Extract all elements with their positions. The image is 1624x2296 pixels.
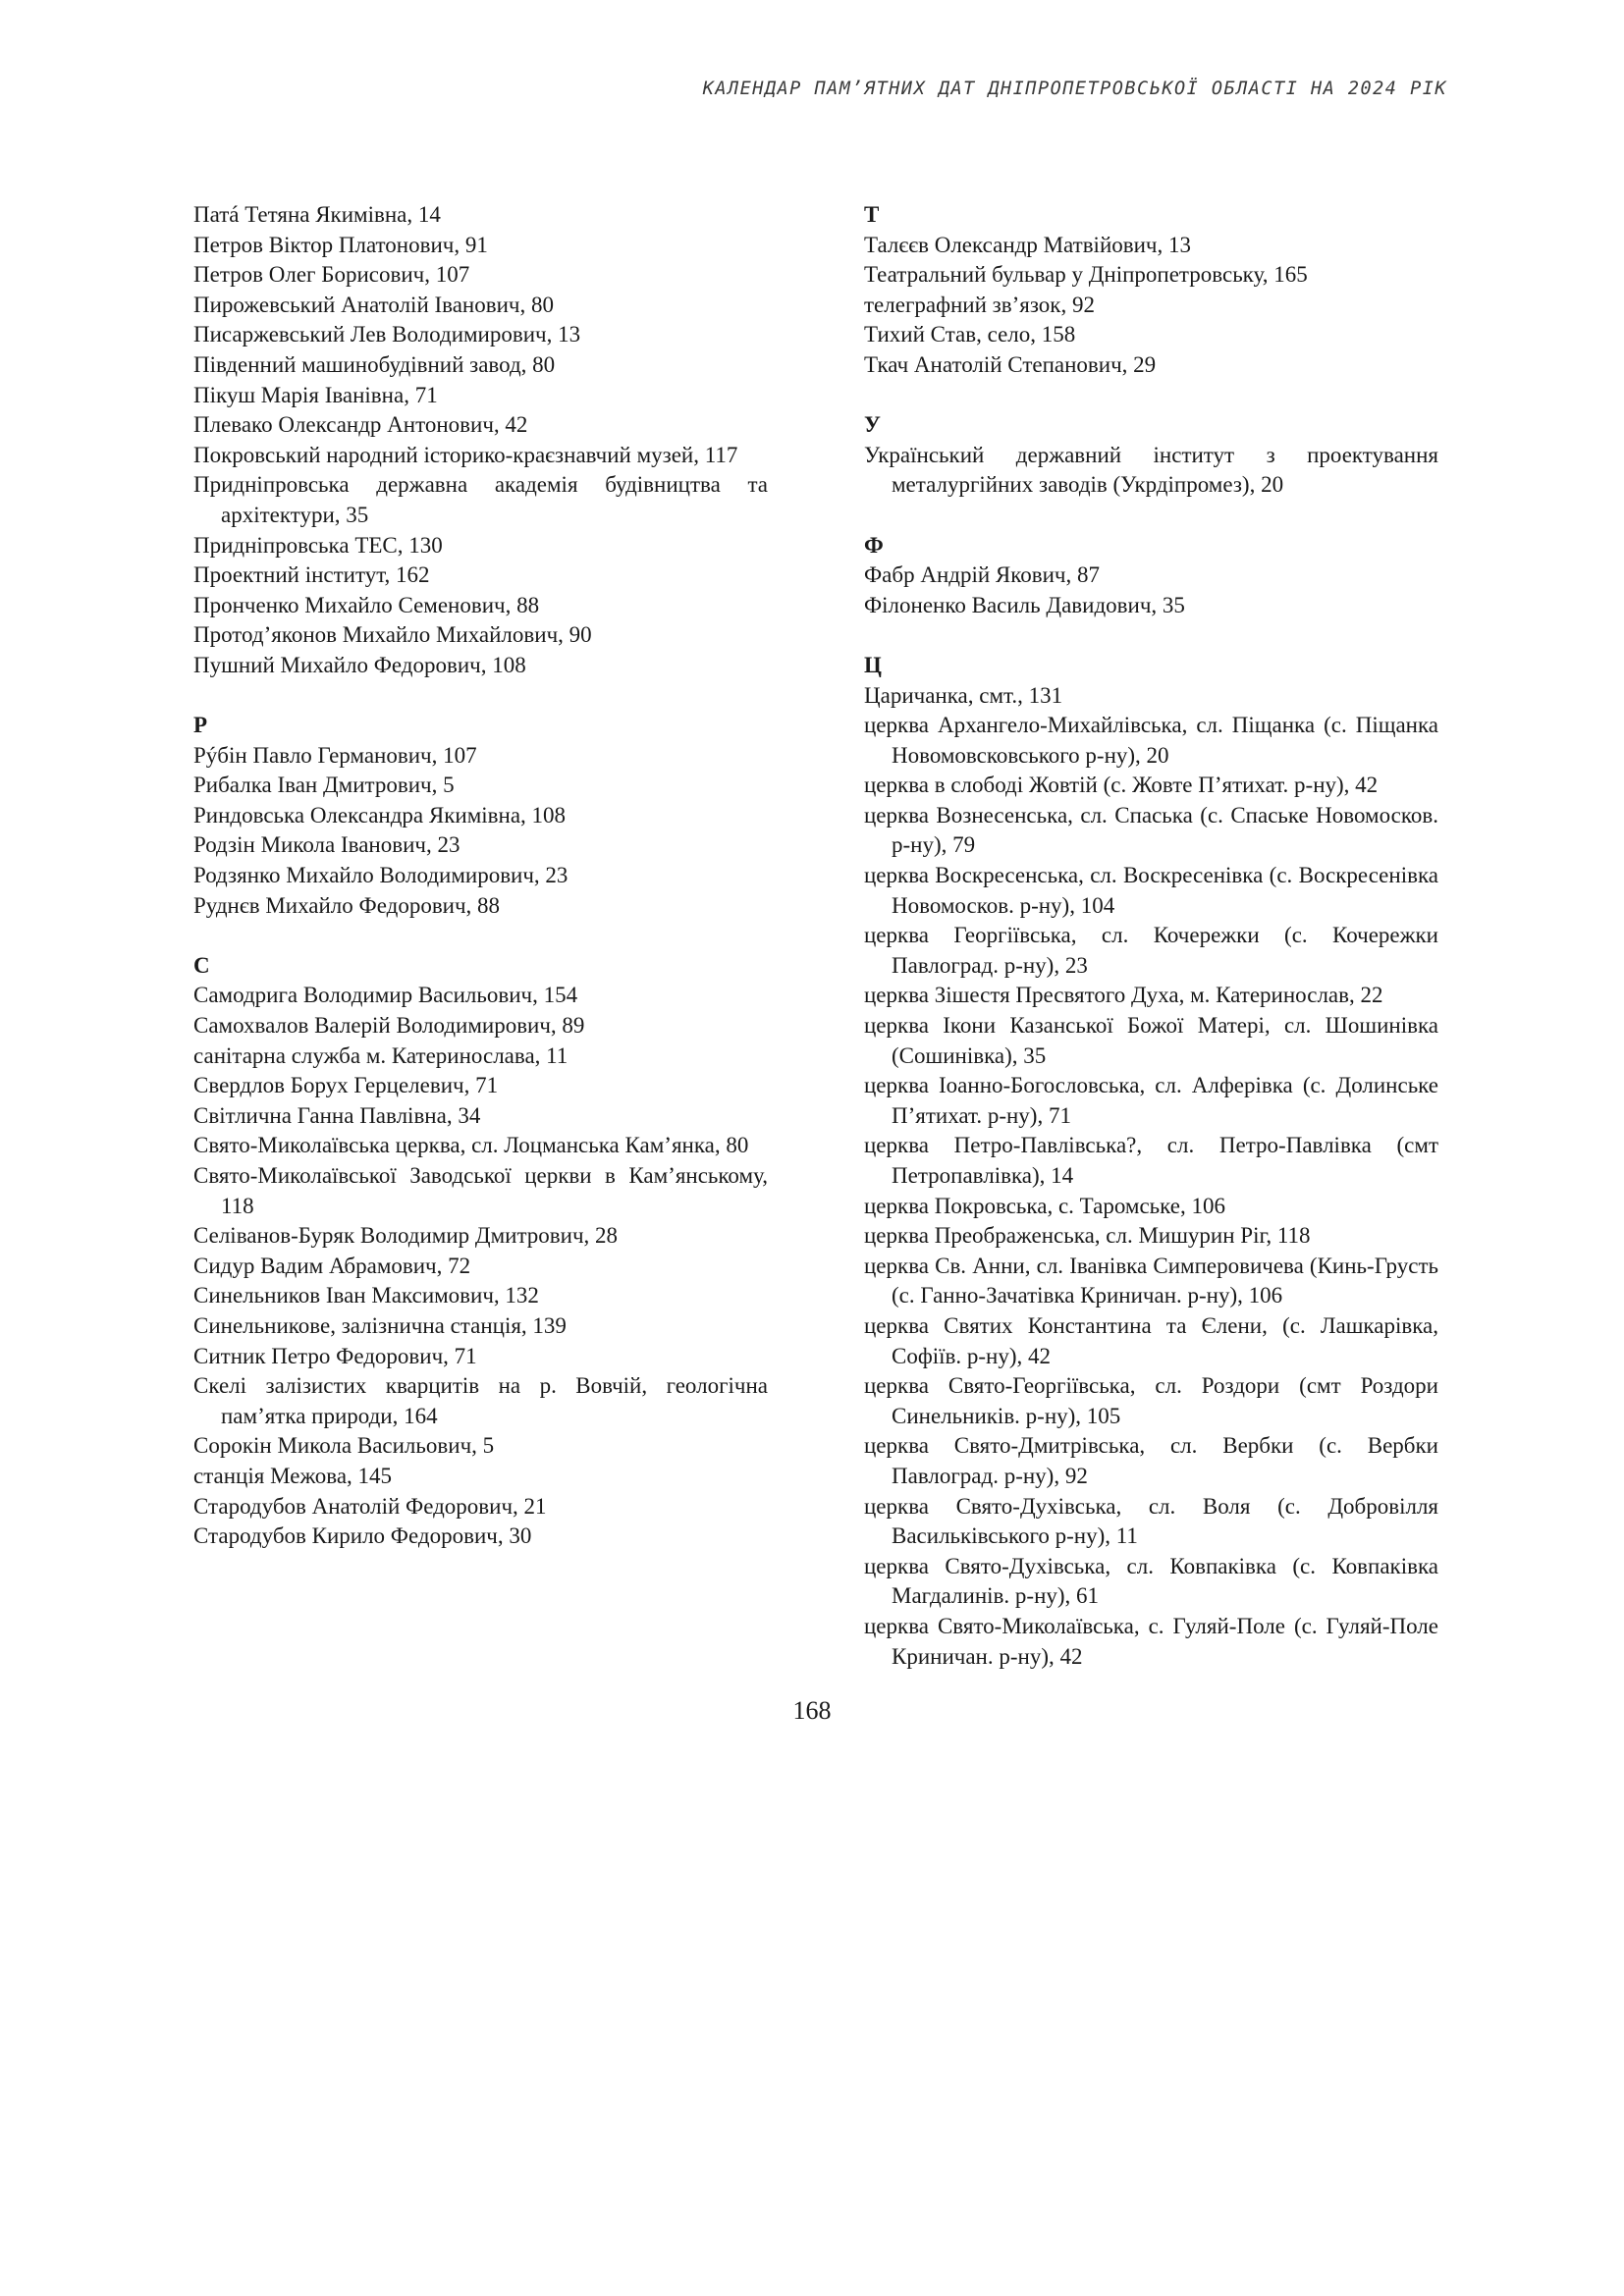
index-section-u: [864, 410, 1438, 501]
index-section-ts: [864, 651, 1438, 1672]
index-entry: церква Петро-Павлівська?, сл. Петро-Павлівка (смт Петропавлівка), 14: [864, 1133, 1438, 1188]
index-entry: Пікуш Марія Іванівна, 71: [193, 382, 438, 407]
section-letter: Ц: [864, 652, 882, 677]
index-entry: Селіванов-Буряк Володимир Дмитрович, 28: [193, 1223, 619, 1249]
index-column-left: [193, 200, 768, 1581]
index-entry: Свято-Миколаївської Заводської церкви в Кам’янському, 118: [193, 1163, 768, 1218]
index-entry: церква Св. Анни, сл. Іванівка Симперовичева (Кинь-Грусть (с. Ганно-Зачатівка Криничан. р-ну), 106: [864, 1253, 1438, 1308]
index-entry: Придніпровська державна академія будівництва та архітектури, 35: [193, 472, 768, 527]
section-letter: У: [864, 412, 881, 438]
index-entry: Світлична Ганна Павлівна, 34: [193, 1102, 481, 1128]
index-entry: Ткач Анатолій Степанович, 29: [864, 351, 1157, 377]
index-entry: Пронченко Михайло Семенович, 88: [193, 592, 540, 617]
index-entry: Південний машинобудівний завод, 80: [193, 351, 556, 377]
index-entry: Писаржевський Лев Володимирович, 13: [193, 322, 581, 347]
entries-list: [193, 741, 768, 922]
index-entry: Покровський народний історико-краєзнавчий музей, 117: [193, 442, 738, 467]
index-entry: церква Зішестя Пресвятого Духа, м. Катеринослав, 22: [864, 983, 1383, 1008]
section-letter: С: [193, 952, 210, 978]
section-letter: Ф: [864, 532, 884, 558]
entries-list: [864, 231, 1438, 381]
index-section-r: [193, 711, 768, 921]
index-entry: санітарна служба м. Катеринослава, 11: [193, 1042, 568, 1068]
index-entry: Скелі залізистих кварцитів на р. Вовчій, геологічна пам’ятка природи, 164: [193, 1373, 768, 1428]
index-entry: Синельникове, залізнична станція, 139: [193, 1312, 567, 1338]
index-entry: Стародубов Анатолій Федорович, 21: [193, 1493, 547, 1519]
index-entry: Руднєв Михайло Федорович, 88: [193, 892, 501, 918]
index-entry: Патá Тетяна Якимівна, 14: [193, 202, 441, 227]
index-entry: Родзін Микола Іванович, 23: [193, 832, 460, 858]
index-entry: церква Георгіївська, сл. Кочережки (с. Кочережки Павлоград. р-ну), 23: [864, 923, 1438, 978]
index-entry: Рýбін Павло Германович, 107: [193, 742, 477, 768]
index-entry: церква Свято-Духівська, сл. Ковпаківка (с. Ковпаківка Магдалинів. р-ну), 61: [864, 1553, 1438, 1609]
index-entry: церква Преображенська, сл. Мишурин Ріг, 118: [864, 1223, 1311, 1249]
index-entry: Родзянко Михайло Володимирович, 23: [193, 863, 568, 888]
index-section-f: [864, 531, 1438, 621]
index-section-s: [193, 951, 768, 1552]
page-number: 168: [792, 1696, 832, 1725]
entries-list: [864, 441, 1438, 501]
section-letter: Т: [864, 202, 880, 227]
index-entry: церква Свято-Дмитрівська, сл. Вербки (с. Вербки Павлоград. р-ну), 92: [864, 1433, 1438, 1488]
index-entry: Тихий Став, село, 158: [864, 322, 1076, 347]
index-entry: церква Іоанно-Богословська, сл. Алферівка (с. Долинське П’ятихат. р-ну), 71: [864, 1073, 1438, 1128]
index-entry: церква Ікони Казанської Божої Матері, сл. Шошинівка (Сошинівка), 35: [864, 1013, 1438, 1068]
index-entry: телеграфний зв’язок, 92: [864, 292, 1095, 317]
index-entry: церква Покровська, с. Таромське, 106: [864, 1193, 1225, 1218]
index-entry: Петров Олег Борисович, 107: [193, 262, 470, 288]
index-entry: Синельников Іван Максимович, 132: [193, 1283, 539, 1308]
index-entry: церква в слободі Жовтій (с. Жовте П’ятихат. р-ну), 42: [864, 773, 1379, 798]
index-entry: Сорокін Микола Васильович, 5: [193, 1433, 495, 1459]
index-entry: Сидур Вадим Абрамович, 72: [193, 1253, 471, 1278]
entries-list: [864, 561, 1438, 620]
entries-list: [864, 681, 1438, 1673]
index-entry: Фабр Андрій Якович, 87: [864, 562, 1100, 588]
index-entry: Ситник Петро Федорович, 71: [193, 1343, 477, 1368]
index-entry: Філоненко Василь Давидович, 35: [864, 592, 1185, 617]
index-entry: церква Воскресенська, сл. Воскресенівка (с. Воскресенівка Новомосков. р-ну), 104: [864, 863, 1438, 918]
index-entry: Талєєв Олександр Матвійович, 13: [864, 232, 1191, 257]
index-entry: Риндовська Олександра Якимівна, 108: [193, 802, 567, 828]
index-entry: Проектний інститут, 162: [193, 562, 430, 588]
index-entry: Стародубов Кирило Федорович, 30: [193, 1523, 532, 1549]
index-entry: Пирожевський Анатолій Іванович, 80: [193, 292, 554, 317]
index-column-right: [864, 200, 1438, 1702]
section-letter: Р: [193, 713, 208, 738]
index-entry: Свято-Миколаївська церква, сл. Лоцманська Кам’янка, 80: [193, 1133, 749, 1158]
index-entry: церква Свято-Духівська, сл. Воля (с. Добровілля Васильківського р-ну), 11: [864, 1493, 1438, 1549]
index-entry: Рибалка Іван Дмитрович, 5: [193, 773, 455, 798]
index-entry: станція Межова, 145: [193, 1463, 393, 1488]
index-entry: Самохвалов Валерій Володимирович, 89: [193, 1013, 585, 1039]
index-entry: Протод’яконов Михайло Михайлович, 90: [193, 622, 592, 648]
index-entry: церква Вознесенська, сл. Спаська (с. Спаське Новомосков. р-ну), 79: [864, 802, 1438, 858]
index-section-t: [864, 200, 1438, 381]
index-entry: Царичанка, смт., 131: [864, 682, 1063, 708]
index-entry: Пушний Михайло Федорович, 108: [193, 652, 526, 677]
index-entry: церква Святих Константина та Єлени, (с. Лашкарівка, Софіїв. р-ну), 42: [864, 1312, 1438, 1368]
index-entry: Свердлов Борух Герцелевич, 71: [193, 1073, 499, 1098]
entries-list: [193, 981, 768, 1551]
index-entry: церква Свято-Миколаївська, с. Гуляй-Поле (с. Гуляй-Поле Криничан. р-ну), 42: [864, 1613, 1438, 1669]
index-entry: Придніпровська ТЕС, 130: [193, 532, 443, 558]
index-entry: Плевако Олександр Антонович, 42: [193, 412, 528, 438]
index-entry: церква Свято-Георгіївська, сл. Роздори (смт Роздори Синельників. р-ну), 105: [864, 1373, 1438, 1428]
index-entry: Самодрига Володимир Васильович, 154: [193, 983, 578, 1008]
running-header: КАЛЕНДАР ПАМ’ЯТНИХ ДАТ ДНІПРОПЕТРОВСЬКОЇ ОБЛАСТІ НА 2024 РІК: [702, 79, 1447, 99]
index-entry: церква Архангело-Михайлівська, сл. Піщанка (с. Піщанка Новомовсковського р-ну), 20: [864, 713, 1438, 768]
index-entry: Петров Віктор Платонович, 91: [193, 232, 488, 257]
index-entry: Театральний бульвар у Дніпропетровську, 165: [864, 262, 1308, 288]
index-entry: Український державний інститут з проектування металургійних заводів (Укрдіпромез), 20: [864, 442, 1438, 498]
index-section-p-continued: [193, 200, 768, 681]
